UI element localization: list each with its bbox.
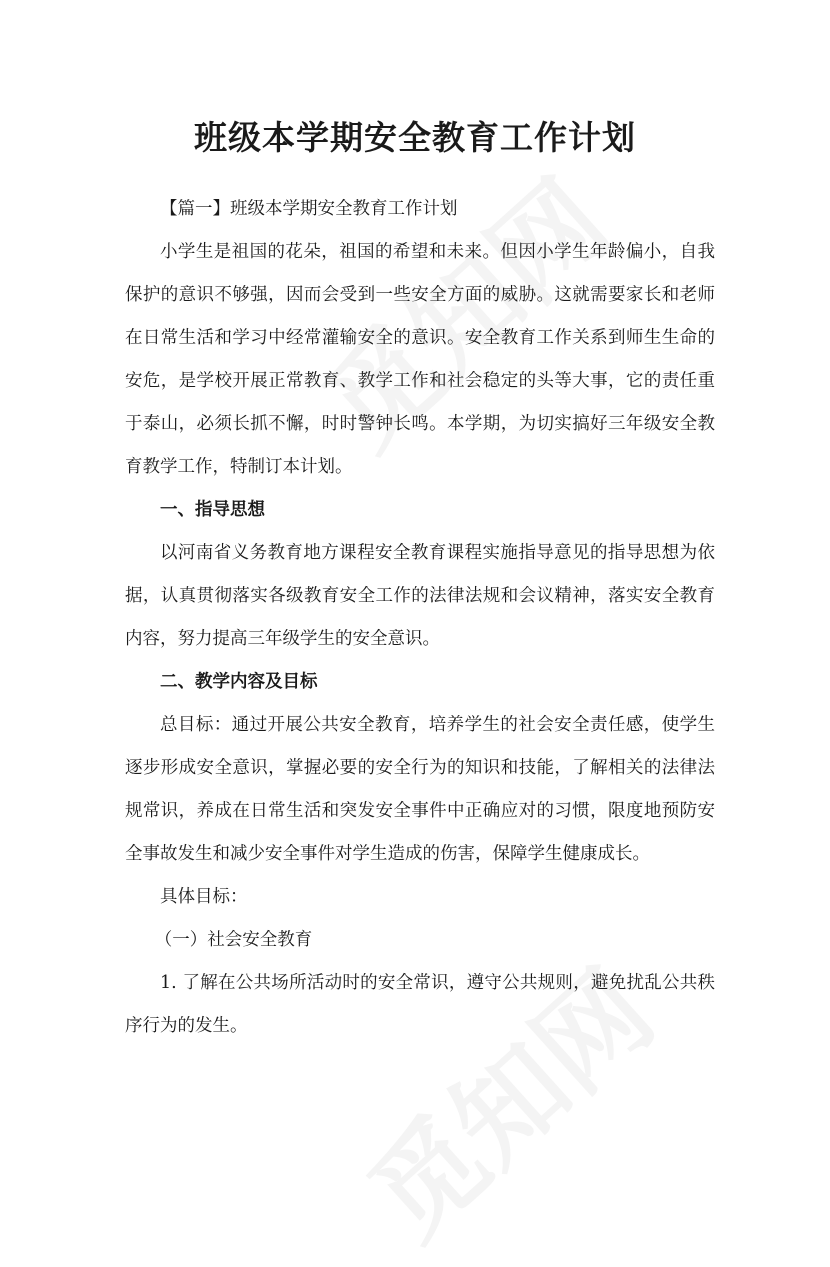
section-label: 【篇一】班级本学期安全教育工作计划 [160, 199, 458, 219]
list-item: 1. 了解在公共场所活动时的安全常识，遵守公共规则，避免扰乱公共秩序行为的发生。 [125, 973, 715, 1036]
document-body [125, 188, 715, 1048]
body-paragraph: 总目标：通过开展公共安全教育，培养学生的社会安全责任感，使学生逐步形成安全意识，掌握必要的安全行为的知识和技能，了解相关的法律法规常识，养成在日常生活和突发安全事件中正确应对的习惯，限度地预防安全事故发生和减少安全事件对学生造成的伤害，保障学生健康成长。 [125, 715, 715, 864]
section-heading: 一、指导思想 [160, 500, 265, 520]
section-heading: 二、教学内容及目标 [160, 672, 318, 692]
subsection-heading: （一）社会安全教育 [154, 930, 313, 950]
body-paragraph: 具体目标： [160, 887, 248, 907]
body-paragraph: 小学生是祖国的花朵，祖国的希望和未来。但因小学生年龄偏小，自我保护的意识不够强，因而会受到一些安全方面的威胁。这就需要家长和老师在日常生活和学习中经常灌输安全的意识。安全教育工作关系到师生生命的安危，是学校开展正常教育、教学工作和社会稳定的头等大事，它的责任重于泰山，必须长抓不懈，时时警钟长鸣。本学期，为切实搞好三年级安全教育教学工作，特制订本计划。 [125, 242, 715, 477]
document-title: 班级本学期安全教育工作计划 [194, 118, 636, 157]
body-paragraph: 以河南省义务教育地方课程安全教育课程实施指导意见的指导思想为依据，认真贯彻落实各级教育安全工作的法律法规和会议精神，落实安全教育内容，努力提高三年级学生的安全意识。 [125, 543, 715, 649]
